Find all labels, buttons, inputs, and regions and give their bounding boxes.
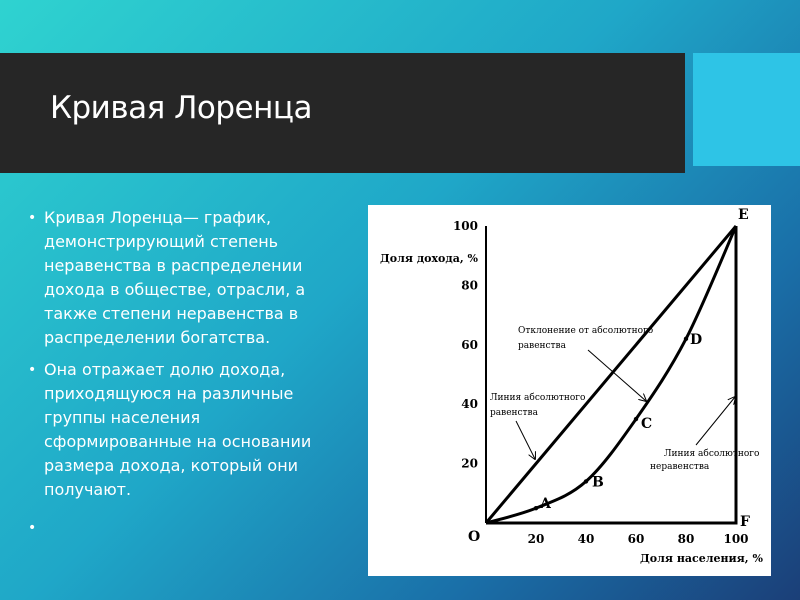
lorenz-chart-panel	[368, 205, 771, 576]
accent-box	[693, 53, 800, 166]
equality-arrow	[516, 421, 535, 459]
deviation-annotation: равенства	[518, 341, 566, 351]
bullet-dot: •	[28, 520, 37, 536]
point-label: B	[592, 474, 604, 491]
bullet-text: Кривая Лоренца— график, демонстрирующий степень неравенства в распределении дохода в обществе, отрасли, а также степени неравенства в распределении богатства.	[44, 208, 306, 347]
x-tick-label: 100	[723, 532, 749, 546]
y-tick-label: 100	[452, 219, 478, 233]
equality-line	[486, 226, 736, 523]
inequality-annotation: Линия абсолютного	[664, 449, 760, 459]
point-label: D	[690, 331, 703, 348]
y-axis-label: Доля дохода, %	[380, 252, 478, 265]
y-tick-label: 20	[461, 456, 478, 471]
equality-annotation: равенства	[490, 408, 538, 418]
plot-area	[453, 207, 750, 546]
bullet-item	[28, 206, 338, 350]
point-marker	[634, 417, 638, 421]
point-label: E	[738, 207, 749, 223]
y-tick-label: 60	[461, 337, 478, 352]
bullet-item	[28, 358, 338, 502]
bullet-dot: •	[28, 362, 37, 378]
inequality-annotation: неравенства	[650, 462, 710, 472]
x-tick-label: 60	[627, 532, 645, 546]
deviation-annotation: Отклонение от абсолютного	[518, 326, 654, 336]
y-tick-label: 80	[461, 278, 478, 293]
point-marker	[584, 479, 588, 483]
lorenz-chart	[368, 205, 771, 576]
point-label: C	[641, 416, 653, 433]
inequality-arrow	[696, 397, 735, 445]
x-tick-label: 20	[527, 532, 545, 546]
bullet-dot: •	[28, 210, 37, 226]
bullet-text: Она отражает долю дохода, приходящуюся на различные группы населения сформированные на основании размера дохода, который они получают.	[44, 360, 312, 499]
point-label: O	[468, 529, 481, 545]
point-marker	[534, 506, 538, 510]
bullet-list	[28, 206, 338, 536]
slide-title: Кривая Лоренца	[50, 90, 312, 126]
x-tick-label: 80	[677, 532, 695, 546]
point-marker	[684, 337, 688, 341]
x-tick-label: 40	[577, 532, 595, 546]
point-label: A	[540, 496, 551, 513]
point-label: F	[740, 514, 750, 530]
x-axis-label: Доля населения, %	[640, 552, 763, 565]
y-tick-label: 40	[461, 397, 478, 412]
equality-annotation: Линия абсолютного	[490, 393, 586, 403]
